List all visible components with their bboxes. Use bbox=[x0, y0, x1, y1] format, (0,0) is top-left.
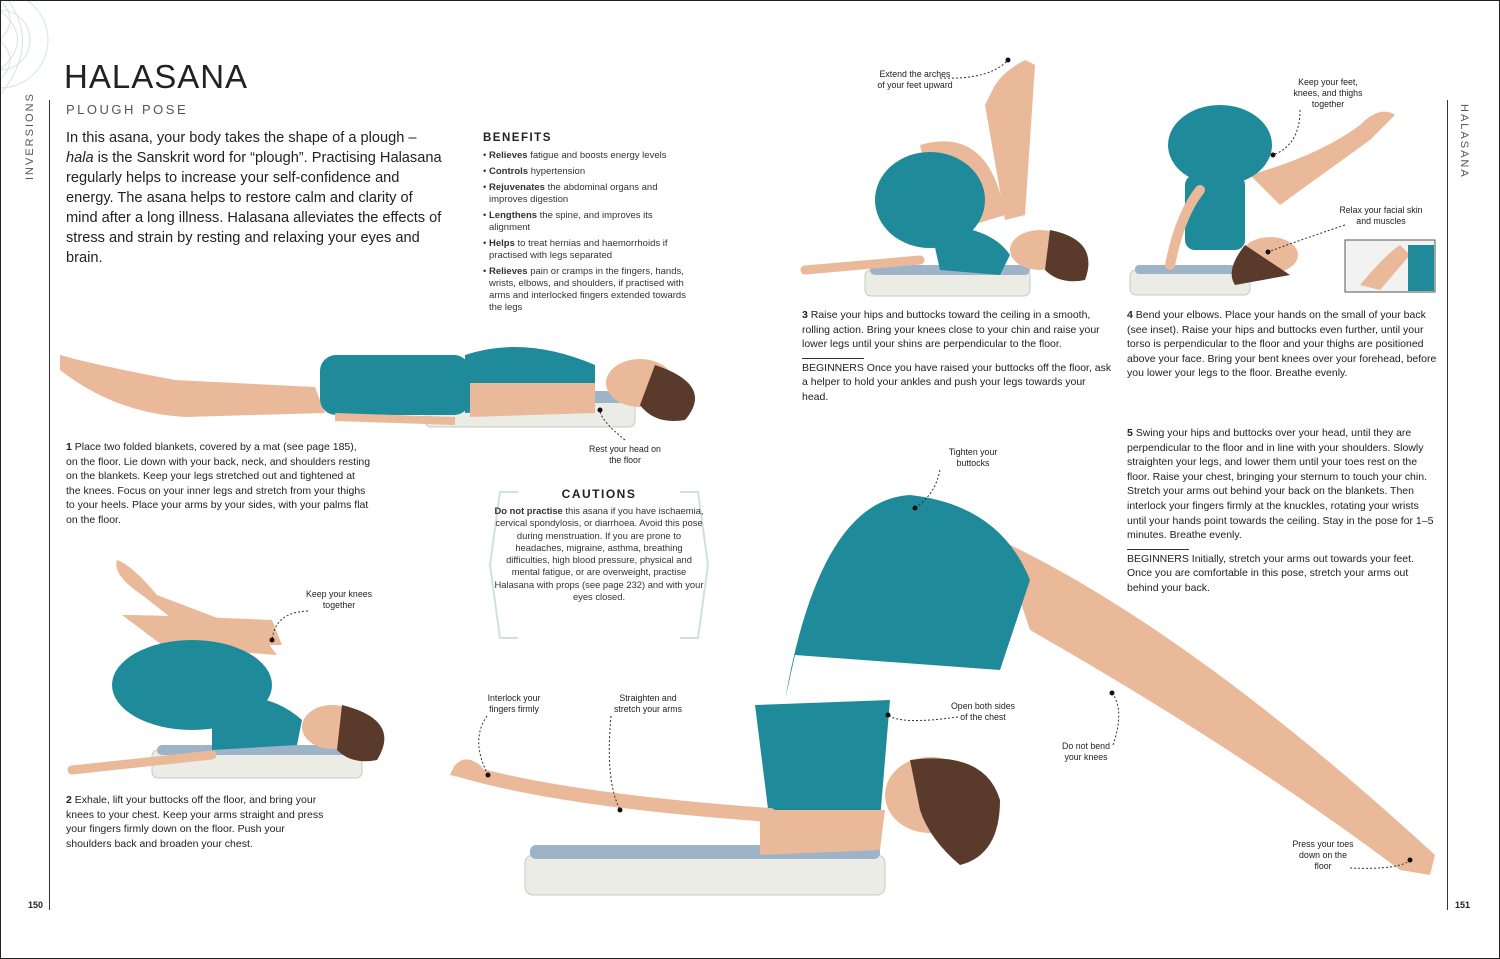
pose-photo-4 bbox=[1130, 95, 1450, 300]
benefits-box bbox=[483, 132, 693, 318]
pose-photo-1 bbox=[55, 325, 715, 435]
section-tab: INVERSIONS bbox=[24, 92, 36, 180]
step-1: 1 Place two folded blankets, covered by a mat (see page 185), on the floor. Lie down with your back, neck, and shoulders resting on the blankets. Keep your legs stretched out and tightened at the knees. Focus on your inner legs and stretch from your thighs to your heels. Place your arms by your sides, with your palms flat on the floor. bbox=[66, 441, 371, 526]
benefit-item: • Controls hypertension bbox=[483, 166, 693, 178]
label-straighten-arms: Straighten and stretch your arms bbox=[614, 693, 682, 714]
label-relax-face: Relax your facial skin and muscles bbox=[1339, 205, 1423, 226]
cautions-text: Do not practise this asana if you have ischaemia, cervical spondylosis, or diarrhoea. Avoid this pose during menstruation. If you are prone to headaches, migraine, asthma, breathing difficulties, high blood pressure, physical and mental fatigue, or are overweight, practise Halasana with props (see page 232) and with your eyes closed. bbox=[494, 505, 704, 603]
label-press-toes: Press your toes down on the floor bbox=[1292, 839, 1354, 871]
step-2: 2 Exhale, lift your buttocks off the floor, and bring your knees to your chest. Keep your arms straight and press your fingers firmly down on the floor. Push your shoulders back and broaden your chest. bbox=[66, 794, 324, 850]
benefits-heading: BENEFITS bbox=[483, 132, 552, 144]
label-tighten-buttocks: Tighten your buttocks bbox=[948, 447, 998, 468]
step-5: 5 Swing your hips and buttocks over your head, until they are perpendicular to the floor and in line with your shoulders. Slowly straighten your legs, and lower them until your toes rest on the floor. Raise your chest, bringing your sternum to touch your chin. Stretch your arms out behind your back on the blankets. Then interlock your fingers firmly at the knuckles, rotating your wrists until your hands point towards the ceiling. Stay in the pose for 1–5 minutes. Breathe evenly. BEGINNERS Initially, stretch your arms out towards your feet. Once you are comfortable in this pose, stretch your arms out behind your back. bbox=[1127, 427, 1434, 594]
page-number-right: 151 bbox=[1455, 900, 1471, 910]
cautions-heading: CAUTIONS bbox=[561, 487, 637, 501]
benefit-item: • Relieves fatigue and boosts energy levels bbox=[483, 150, 693, 162]
label-interlock: Interlock your fingers firmly bbox=[487, 693, 541, 714]
step-3: 3 Raise your hips and buttocks toward the ceiling in a smooth, rolling action. Bring your knees close to your chin and raise your lower legs until your shins are perpendicular to the floor. BEGINNERS Once you have raised your buttocks off the floor, ask a helper to hold your ankles and push your legs towards your head. bbox=[802, 309, 1112, 403]
label-extend-arches: Extend the arches of your feet upward bbox=[877, 69, 953, 90]
benefit-item: • Helps to treat hernias and haemorrhoids if practised with legs separated bbox=[483, 238, 693, 262]
intro-paragraph: In this asana, your body takes the shape of a plough – hala is the Sanskrit word for “plough”. Practising Halasana regularly helps to increase your self-confidence and energy. The asana helps to restore calm and clarity of mind after a long illness. Halasana alleviates the effects of stress and strain by resting and relaxing your eyes and brain. bbox=[66, 130, 442, 266]
page-subtitle: PLOUGH POSE bbox=[66, 102, 189, 117]
page-title: HALASANA bbox=[64, 58, 249, 95]
left-margin-rule bbox=[49, 100, 50, 910]
label-rest-head: Rest your head on the floor bbox=[589, 444, 661, 465]
label-knees-together: Keep your knees together bbox=[305, 589, 373, 610]
step-4: 4 Bend your elbows. Place your hands on the small of your back (see inset). Raise your hips and buttocks even further, until your torso is perpendicular to the floor and your thighs are positioned above your face. Bring your bent knees over your forehead, before you lower your legs to the floor. Breathe evenly. bbox=[1127, 309, 1437, 380]
running-head: HALASANA bbox=[1458, 104, 1470, 179]
label-do-not-bend: Do not bend your knees bbox=[1062, 741, 1110, 762]
page-number-left: 150 bbox=[28, 900, 44, 910]
benefit-item: • Relieves pain or cramps in the fingers, hands, wrists, elbows, and shoulders, if practised with arms and interlocked fingers extended towards the legs bbox=[483, 266, 693, 314]
label-open-chest: Open both sides of the chest bbox=[950, 701, 1016, 722]
benefit-item: • Lengthens the spine, and improves its alignment bbox=[483, 210, 693, 234]
benefit-item: • Rejuvenates the abdominal organs and improves digestion bbox=[483, 182, 693, 206]
label-feet-knees-thighs: Keep your feet, knees, and thighs together bbox=[1293, 77, 1363, 109]
